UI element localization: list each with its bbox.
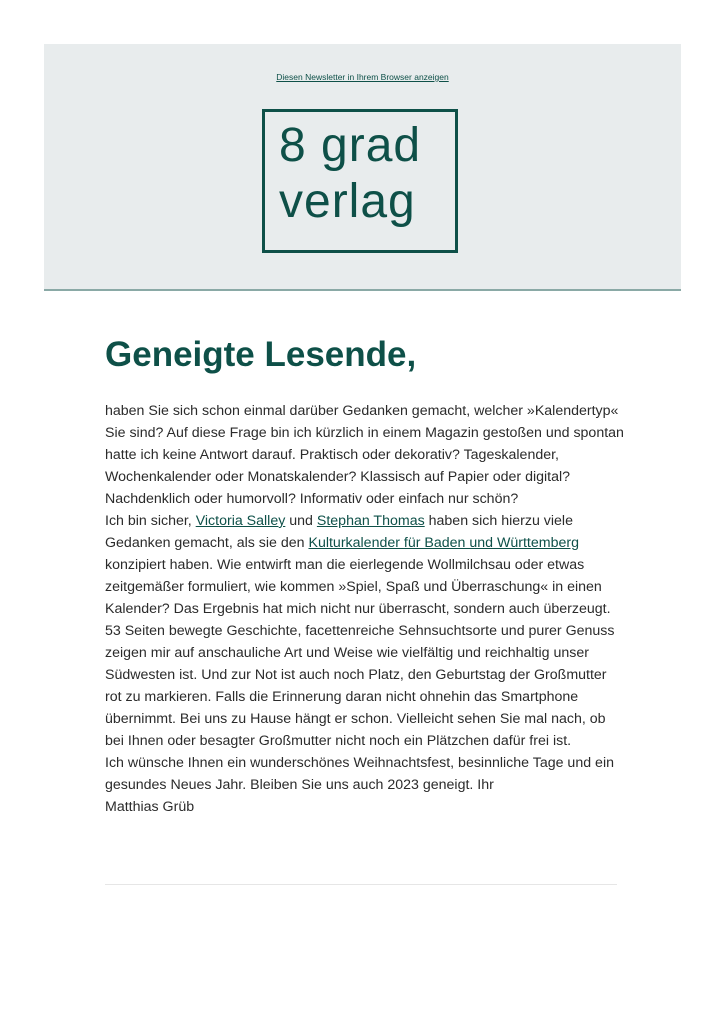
logo-line-top: 8 grad — [279, 119, 422, 172]
content-divider — [105, 884, 617, 885]
link-kulturkalender[interactable]: Kulturkalender für Baden und Württemberg — [308, 535, 579, 551]
paragraph-calendar — [105, 510, 625, 752]
newsletter-body — [105, 400, 625, 818]
logo-line-bottom: verlag — [279, 175, 416, 228]
greeting-headline: Geneigte Lesende, — [105, 335, 417, 374]
signature: Matthias Grüb — [105, 799, 195, 815]
paragraph-intro: haben Sie sich schon einmal darüber Gedanken gemacht, welcher »Kalendertyp« Sie sind? Auf diese Frage bin ich kürzlich in einem Magazin gestoßen und spontan hatte ich keine Antwort darauf. Praktisch oder dekorativ? Tageskalender, Wochenkalender oder Monatskalender? Klassisch auf Papier oder digital? Nachdenklich oder humorvoll? Informativ oder einfach nur schön? — [105, 403, 624, 507]
text-segment: haben sich hierzu viele Gedanken gemacht, als sie den — [105, 513, 573, 551]
newsletter-header — [44, 44, 681, 291]
paragraph-wishes: Ich wünsche Ihnen ein wunderschönes Weihnachtsfest, besinnliche Tage und ein gesundes Neues Jahr. Bleiben Sie uns auch 2023 geneigt. Ihr — [105, 755, 614, 793]
link-victoria-salley[interactable]: Victoria Salley — [195, 513, 286, 529]
text-segment: konzipiert haben. Wie entwirft man die eierlegende Wollmilchsau oder etwas zeitgemäßer formuliert, wie kommen »Spiel, Spaß und Überraschung« in einen Kalender? Das Ergebnis hat mich nicht nur überrascht, sondern auch überzeugt. 53 Seiten bewegte Geschichte, facettenreiche Sehnsuchtsorte und purer Genuss zeigen mir auf anschauliche Art und Weise wie vielfältig und reichhaltig unser Südwesten ist. Und zur Not ist auch noch Platz, den Geburtstag der Großmutter rot zu markieren. Falls die Erinnerung daran nicht ohnehin das Smartphone übernimmt. Bei uns zu Hause hängt er schon. Vielleicht sehen Sie mal nach, ob bei Ihnen oder besagter Großmutter nicht noch ein Plätzchen dafür frei ist. — [105, 557, 615, 749]
view-in-browser-link[interactable]: Diesen Newsletter in Ihrem Browser anzeigen — [276, 72, 449, 82]
text-segment: und — [285, 513, 317, 529]
link-stephan-thomas[interactable]: Stephan Thomas — [316, 513, 425, 529]
8grad-verlag-logo[interactable] — [262, 109, 458, 253]
text-segment: Ich bin sicher, — [105, 513, 196, 529]
